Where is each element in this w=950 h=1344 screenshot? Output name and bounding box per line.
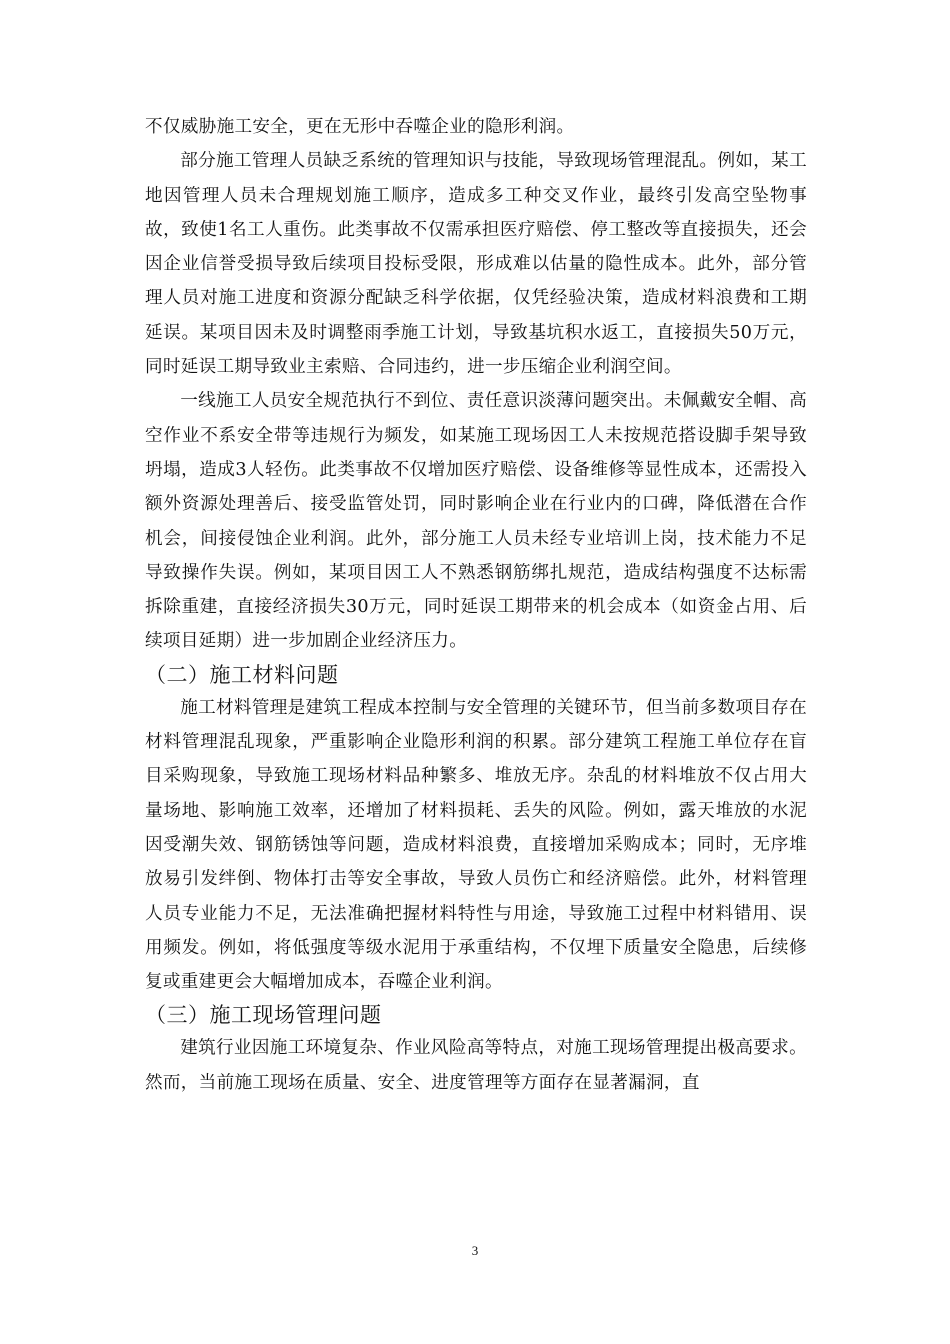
paragraph-frontline-workers: 一线施工人员安全规范执行不到位、责任意识淡薄问题突出。未佩戴安全帽、高空作业不系安全带等违规行为频发，如某施工现场因工人未按规范搭设脚手架导致坍塌，造成3人轻伤。此类事故不仅增加医疗赔偿、设备维修等显性成本，还需投入额外资源处理善后、接受监管处罚，同时影响企业在行业内的口碑，降低潜在合作机会，间接侵蚀企业利润。此外，部分施工人员未经专业培训上岗，技术能力不足导致操作失误。例如，某项目因工人不熟悉钢筋绑扎规范，造成结构强度不达标需拆除重建，直接经济损失30万元，同时延误工期带来的机会成本（如资金占用、后续项目延期）进一步加剧企业经济压力。: [145, 391, 807, 652]
paragraph-management-staff: 部分施工管理人员缺乏系统的管理知识与技能，导致现场管理混乱。例如，某工地因管理人员未合理规划施工顺序，造成多工种交叉作业，最终引发高空坠物事故，致使1名工人重伤。此类事故不仅需承担医疗赔偿、停工整改等直接损失，还会因企业信誉受损导致后续项目投标受限，形成难以估量的隐性成本。此外，部分管理人员对施工进度和资源分配缺乏科学依据，仅凭经验决策，造成材料浪费和工期延误。某项目因未及时调整雨季施工计划，导致基坑积水返工，直接损失50万元，同时延误工期导致业主索赔、合同违约，进一步压缩企业利润空间。: [145, 151, 807, 378]
paragraph-site-management: 建筑行业因施工环境复杂、作业风险高等特点，对施工现场管理提出极高要求。然而，当前施工现场在质量、安全、进度管理等方面存在显著漏洞，直: [145, 1038, 807, 1093]
paragraph-continued: 不仅威胁施工安全，更在无形中吞噬企业的隐形利润。: [145, 117, 575, 137]
document-body: [145, 110, 807, 1100]
page-number: 3: [471, 1243, 479, 1258]
section-heading-site-management: （三）施工现场管理问题: [145, 1003, 382, 1028]
paragraph-materials: 施工材料管理是建筑工程成本控制与安全管理的关键环节，但当前多数项目存在材料管理混乱现象，严重影响企业隐形利润的积累。部分建筑工程施工单位存在盲目采购现象，导致施工现场材料品种繁多、堆放无序。杂乱的材料堆放不仅占用大量场地、影响施工效率，还增加了材料损耗、丢失的风险。例如，露天堆放的水泥因受潮失效、钢筋锈蚀等问题，造成材料浪费，直接增加采购成本；同时，无序堆放易引发绊倒、物体打击等安全事故，导致人员伤亡和经济赔偿。此外，材料管理人员专业能力不足，无法准确把握材料特性与用途，导致施工过程中材料错用、误用频发。例如，将低强度等级水泥用于承重结构，不仅埋下质量安全隐患，后续修复或重建更会大幅增加成本，吞噬企业利润。: [145, 697, 807, 993]
section-heading-materials: （二）施工材料问题: [145, 662, 339, 687]
